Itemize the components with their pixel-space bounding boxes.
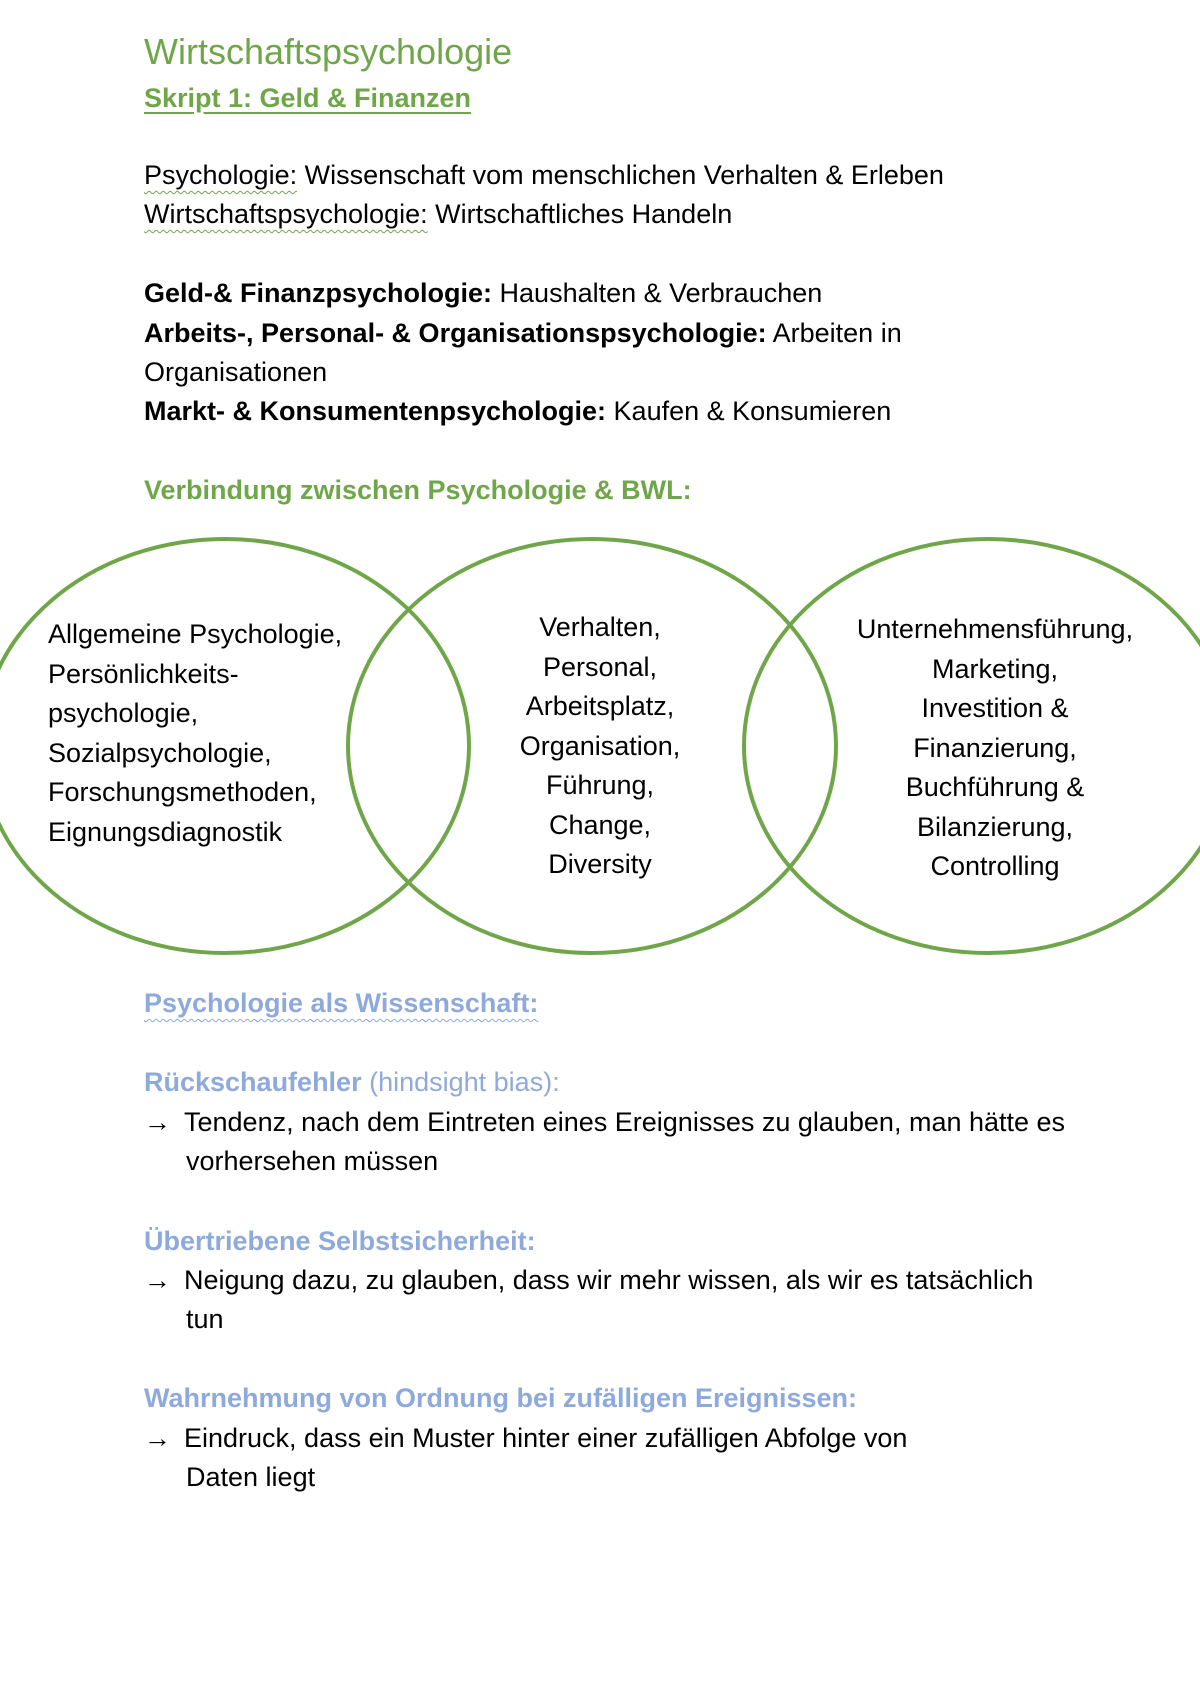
definition-term: Wirtschaftspsychologie: (144, 199, 428, 229)
venn-middle-item: Diversity (548, 849, 652, 879)
bias-description (144, 1102, 1065, 1142)
bias-line: vorhersehen müssen (186, 1146, 439, 1176)
field-arbeits-continuation: Organisationen (144, 357, 328, 387)
venn-right-text (820, 610, 1170, 887)
bias-name: Wahrnehmung von Ordnung bei zufälligen Ereignissen: (144, 1383, 858, 1413)
bias-line: tun (186, 1304, 224, 1334)
science-heading (144, 983, 538, 1023)
venn-left-item: Persönlichkeits- (48, 658, 239, 689)
document-title: Wirtschaftspsychologie (144, 31, 513, 72)
venn-left-item: Allgemeine Psychologie, (48, 619, 343, 649)
venn-right-item: Controlling (930, 851, 1060, 881)
bias-description (144, 1418, 907, 1458)
field-term: Geld-& Finanzpsychologie: (144, 278, 493, 308)
document-subtitle: Skript 1: Geld & Finanzen (144, 83, 472, 113)
venn-left-item: Eignungsdiagnostik (48, 816, 283, 847)
bias-name: Übertriebene Selbstsicherheit: (144, 1226, 536, 1256)
definition-psychologie (144, 155, 944, 195)
definition-text: Wissenschaft vom menschlichen Verhalten & Erleben (297, 160, 944, 190)
bias-line: Eindruck, dass ein Muster hinter einer zufälligen Abfolge von (184, 1423, 908, 1453)
field-term: Arbeits-, Personal- & Organisationspsychologie: (144, 318, 767, 348)
venn-middle-item: Change, (548, 809, 652, 840)
bias-heading (144, 1062, 560, 1102)
venn-left-item: Sozialpsychologie, (48, 737, 272, 768)
bias-extra: (hindsight bias): (361, 1067, 560, 1097)
venn-right-item: Unternehmensführung, (856, 614, 1134, 644)
bias-heading (144, 1378, 857, 1418)
arrow-right-icon: → (144, 1107, 171, 1137)
definition-term: Psychologie: (144, 160, 298, 190)
venn-middle-item: Arbeitsplatz, (525, 691, 675, 721)
venn-right-item: Buchführung & (905, 772, 1085, 802)
venn-middle-text (450, 608, 750, 885)
definition-text: Wirtschaftliches Handeln (427, 199, 733, 229)
field-text: Haushalten & Verbrauchen (492, 278, 823, 308)
venn-middle-item: Personal, (542, 651, 658, 682)
connection-heading: Verbindung zwischen Psychologie & BWL: (144, 475, 692, 505)
venn-right-item: Marketing, (931, 653, 1059, 684)
venn-left-item: Forschungsmethoden, (48, 777, 317, 807)
venn-left-text (48, 615, 342, 852)
field-geld-finanz (144, 273, 822, 313)
field-text: Arbeiten in (766, 318, 902, 348)
bias-line: Neigung dazu, zu glauben, dass wir mehr wissen, als wir es tatsächlich (184, 1265, 1034, 1295)
science-heading-text: Psychologie als Wissenschaft: (144, 988, 539, 1018)
field-text: Kaufen & Konsumieren (606, 396, 892, 426)
venn-right-item: Finanzierung, (913, 732, 1077, 763)
definition-wirtschaftspsychologie (144, 194, 732, 234)
bias-description (144, 1260, 1033, 1300)
field-term: Markt- & Konsumentenpsychologie: (144, 396, 607, 426)
venn-middle-item: Organisation, (519, 730, 681, 761)
venn-middle-item: Führung, (545, 770, 655, 800)
field-markt (144, 391, 891, 431)
field-arbeits (144, 313, 902, 353)
bias-line: Daten liegt (186, 1462, 316, 1492)
bias-name: Rückschaufehler (144, 1067, 362, 1097)
venn-middle-item: Verhalten, (539, 612, 661, 642)
bias-line: Tendenz, nach dem Eintreten eines Ereignisses zu glauben, man hätte es (184, 1107, 1066, 1137)
venn-left-item: psychologie, (48, 698, 199, 728)
venn-right-item: Investition & (921, 693, 1069, 723)
arrow-right-icon: → (144, 1423, 171, 1453)
venn-right-item: Bilanzierung, (916, 811, 1074, 842)
bias-heading (144, 1221, 536, 1261)
arrow-right-icon: → (144, 1265, 171, 1295)
